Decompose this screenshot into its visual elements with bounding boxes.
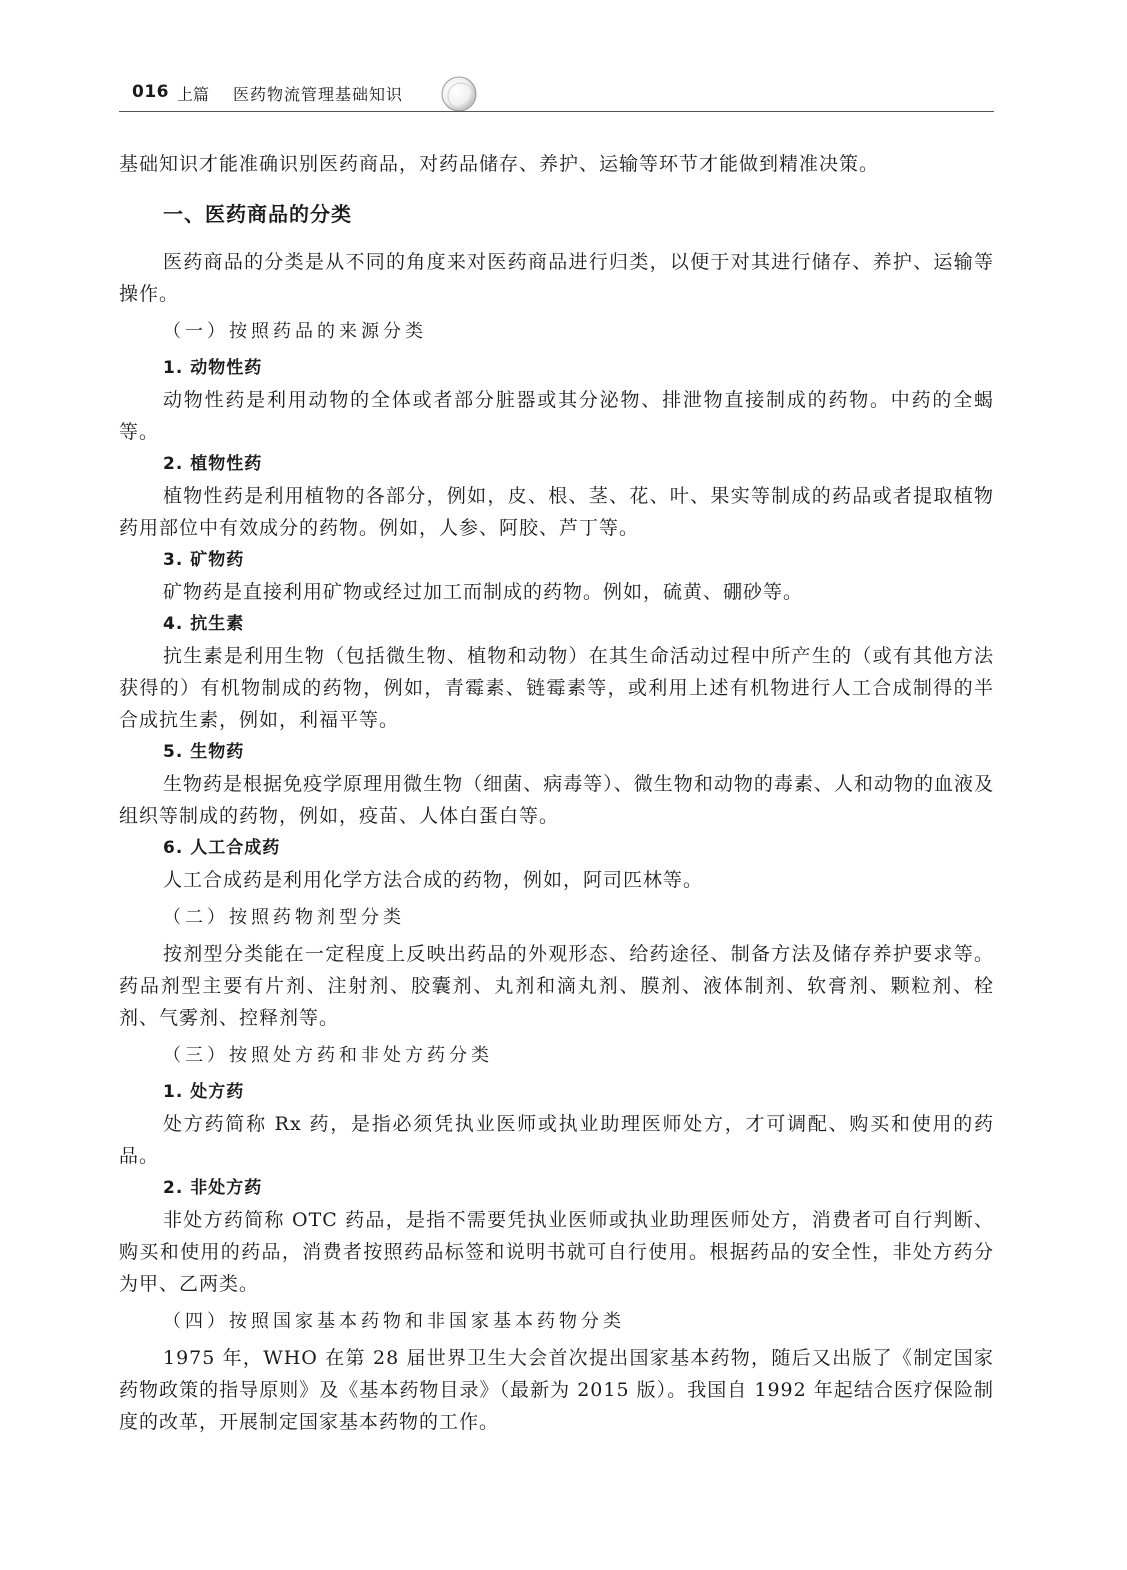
item-heading: 2. 植物性药 xyxy=(163,454,263,474)
subsection-heading-3: （三）按照处方药和非处方药分类 xyxy=(163,1045,493,1066)
item-heading: 1. 动物性药 xyxy=(163,358,263,378)
subsection-heading-2: （二）按照药物剂型分类 xyxy=(163,907,405,928)
subsection-paragraph: 1975 年，WHO 在第 28 届世界卫生大会首次提出国家基本药物，随后又出版了《制定国家药物政策的指导原则》及《基本药物目录》（最新为 2015 版）。我国自 1992 年起结合医疗保险制度的改革，开展制定国家基本药物的工作。 xyxy=(119,1347,994,1433)
item-heading: 1. 处方药 xyxy=(163,1082,245,1102)
subsection-paragraph: 按剂型分类能在一定程度上反映出药品的外观形态、给药途径、制备方法及储存养护要求等。药品剂型主要有片剂、注射剂、胶囊剂、丸剂和滴丸剂、膜剂、液体制剂、软膏剂、颗粒剂、栓剂、气雾剂、控释剂等。 xyxy=(119,943,994,1029)
item-heading: 2. 非处方药 xyxy=(163,1178,263,1198)
item-paragraph: 矿物药是直接利用矿物或经过加工而制成的药物。例如，硫黄、硼砂等。 xyxy=(163,581,804,603)
item-paragraph: 动物性药是利用动物的全体或者部分脏器或其分泌物、排泄物直接制成的药物。中药的全蝎等。 xyxy=(119,389,994,443)
item-paragraph: 生物药是根据免疫学原理用微生物（细菌、病毒等）、微生物和动物的毒素、人和动物的血液及组织等制成的药物，例如，疫苗、人体白蛋白等。 xyxy=(119,773,994,827)
header-rule xyxy=(119,111,994,112)
item-paragraph: 非处方药简称 OTC 药品，是指不需要凭执业医师或执业助理医师处方，消费者可自行判断、购买和使用的药品，消费者按照药品标签和说明书就可自行使用。根据药品的安全性，非处方药分为甲、乙两类。 xyxy=(119,1209,994,1295)
book-title: 医药物流管理基础知识 xyxy=(233,85,404,104)
item-heading: 6. 人工合成药 xyxy=(163,838,281,858)
item-heading: 4. 抗生素 xyxy=(163,614,245,634)
section-title: 一、医药商品的分类 xyxy=(163,202,352,226)
section-paragraph: 医药商品的分类是从不同的角度来对医药商品进行归类，以便于对其进行储存、养护、运输等操作。 xyxy=(119,251,994,305)
subsection-heading-4: （四）按照国家基本药物和非国家基本药物分类 xyxy=(163,1311,625,1332)
item-paragraph: 植物性药是利用植物的各部分，例如，皮、根、茎、花、叶、果实等制成的药品或者提取植物药用部位中有效成分的药物。例如，人参、阿胶、芦丁等。 xyxy=(119,485,994,539)
item-paragraph: 人工合成药是利用化学方法合成的药物，例如，阿司匹林等。 xyxy=(163,869,704,891)
page-number: 016 xyxy=(132,82,169,102)
circle-ornament-icon xyxy=(435,72,483,112)
item-heading: 5. 生物药 xyxy=(163,742,245,762)
part-label: 上篇 xyxy=(177,85,210,104)
intro-paragraph: 基础知识才能准确识别医药商品，对药品储存、养护、运输等环节才能做到精准决策。 xyxy=(119,153,880,175)
item-paragraph: 抗生素是利用生物（包括微生物、植物和动物）在其生命活动过程中所产生的（或有其他方法获得的）有机物制成的药物，例如，青霉素、链霉素等，或利用上述有机物进行人工合成制得的半合成抗生素，例如，利福平等。 xyxy=(119,645,994,731)
running-header xyxy=(119,72,994,112)
item-paragraph: 处方药简称 Rx 药，是指必须凭执业医师或执业助理医师处方，才可调配、购买和使用的药品。 xyxy=(119,1113,994,1167)
subsection-heading-1: （一）按照药品的来源分类 xyxy=(163,321,427,342)
item-heading: 3. 矿物药 xyxy=(163,550,245,570)
page-body xyxy=(119,148,994,1438)
